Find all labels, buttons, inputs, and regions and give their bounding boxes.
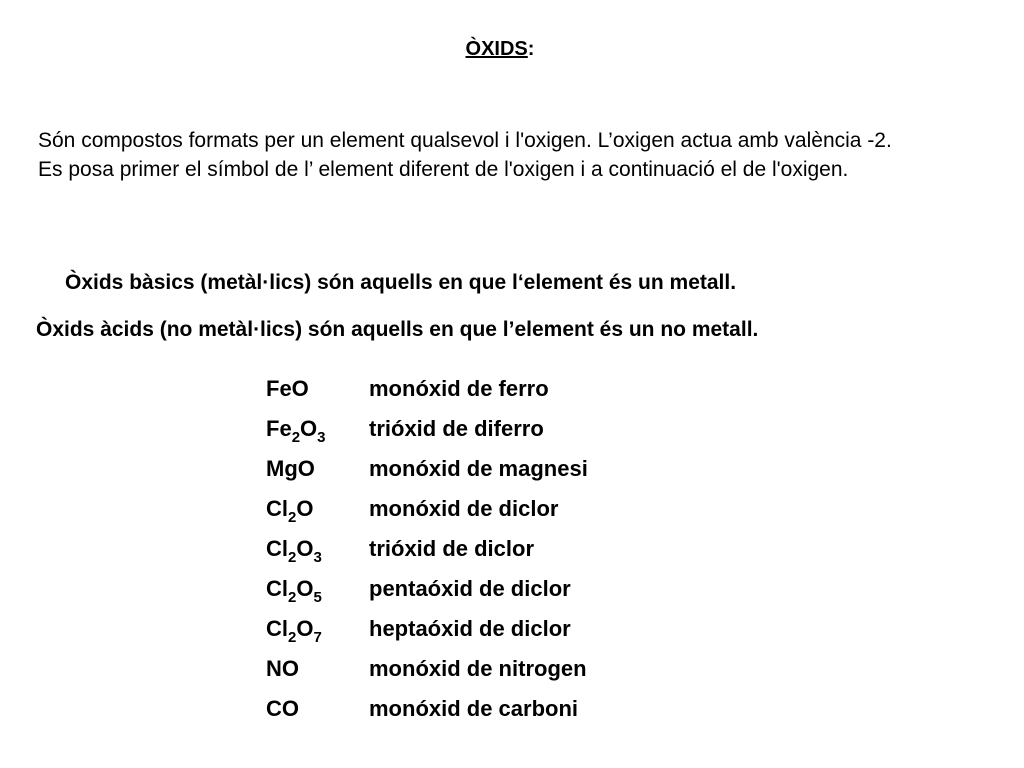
formula-symbol: MgO — [266, 456, 315, 481]
intro-paragraph-definition: Són compostos formats per un element qualsevol i l'oxigen. L’oxigen actua amb valència -2. — [38, 129, 892, 152]
basic-oxides-definition: Òxids bàsics (metàl·lics) són aquells en que l‘element és un metall. — [65, 271, 737, 294]
oxide-row — [266, 613, 588, 653]
formula-symbol: O — [296, 576, 314, 601]
oxide-formula — [266, 613, 369, 653]
formula-subscript: 2 — [288, 589, 297, 606]
oxide-row — [266, 573, 588, 613]
oxide-name: monóxid de ferro — [369, 376, 549, 401]
oxide-name: trióxid de diferro — [369, 416, 544, 441]
formula-subscript: 3 — [317, 429, 326, 446]
acid-oxides-definition: Òxids àcids (no metàl·lics) són aquells en que l’element és un no metall. — [36, 318, 759, 341]
formula-symbol: CO — [266, 696, 299, 721]
formula-symbol: O — [300, 416, 318, 441]
oxide-row — [266, 413, 588, 453]
formula-subscript: 5 — [313, 589, 322, 606]
oxide-name: monóxid de carboni — [369, 696, 579, 721]
intro-paragraph-symbol-order: Es posa primer el símbol de l’ element diferent de l'oxigen i a continuació el de l'oxigen. — [38, 158, 849, 181]
oxide-name: heptaóxid de diclor — [369, 616, 571, 641]
title-colon: : — [527, 38, 535, 60]
oxide-name: monóxid de magnesi — [369, 456, 588, 481]
oxide-name: pentaóxid de diclor — [369, 576, 571, 601]
page-title — [0, 38, 1000, 61]
oxide-formula — [266, 453, 369, 493]
oxide-formula — [266, 493, 369, 533]
title-text: ÒXIDS — [465, 38, 528, 60]
oxide-row — [266, 453, 588, 493]
formula-symbol: Cl — [266, 576, 288, 601]
intro-text — [38, 126, 978, 184]
formula-symbol: O — [296, 536, 314, 561]
oxide-row — [266, 533, 588, 573]
oxide-formula — [266, 533, 369, 573]
oxide-row — [266, 493, 588, 533]
oxide-row — [266, 653, 588, 693]
formula-symbol: Cl — [266, 496, 288, 521]
formula-symbol: Cl — [266, 536, 288, 561]
oxide-table — [266, 373, 588, 733]
formula-subscript: 2 — [288, 629, 297, 646]
formula-symbol: Fe — [266, 416, 292, 441]
oxide-formula — [266, 653, 369, 693]
formula-symbol: NO — [266, 656, 299, 681]
formula-subscript: 2 — [288, 509, 297, 526]
formula-subscript: 7 — [313, 629, 322, 646]
oxide-formula — [266, 573, 369, 613]
formula-subscript: 2 — [288, 549, 297, 566]
oxide-name: trióxid de diclor — [369, 536, 535, 561]
formula-symbol: FeO — [266, 376, 309, 401]
oxide-name: monóxid de nitrogen — [369, 656, 587, 681]
formula-symbol: Cl — [266, 616, 288, 641]
oxide-row — [266, 693, 588, 733]
formula-subscript: 3 — [313, 549, 322, 566]
formula-subscript: 2 — [291, 429, 301, 446]
oxide-formula — [266, 413, 369, 453]
oxide-name: monóxid de diclor — [369, 496, 559, 521]
oxide-row — [266, 373, 588, 413]
oxide-formula — [266, 373, 369, 413]
formula-symbol: O — [296, 496, 314, 521]
formula-symbol: O — [296, 616, 314, 641]
oxide-formula — [266, 693, 369, 733]
